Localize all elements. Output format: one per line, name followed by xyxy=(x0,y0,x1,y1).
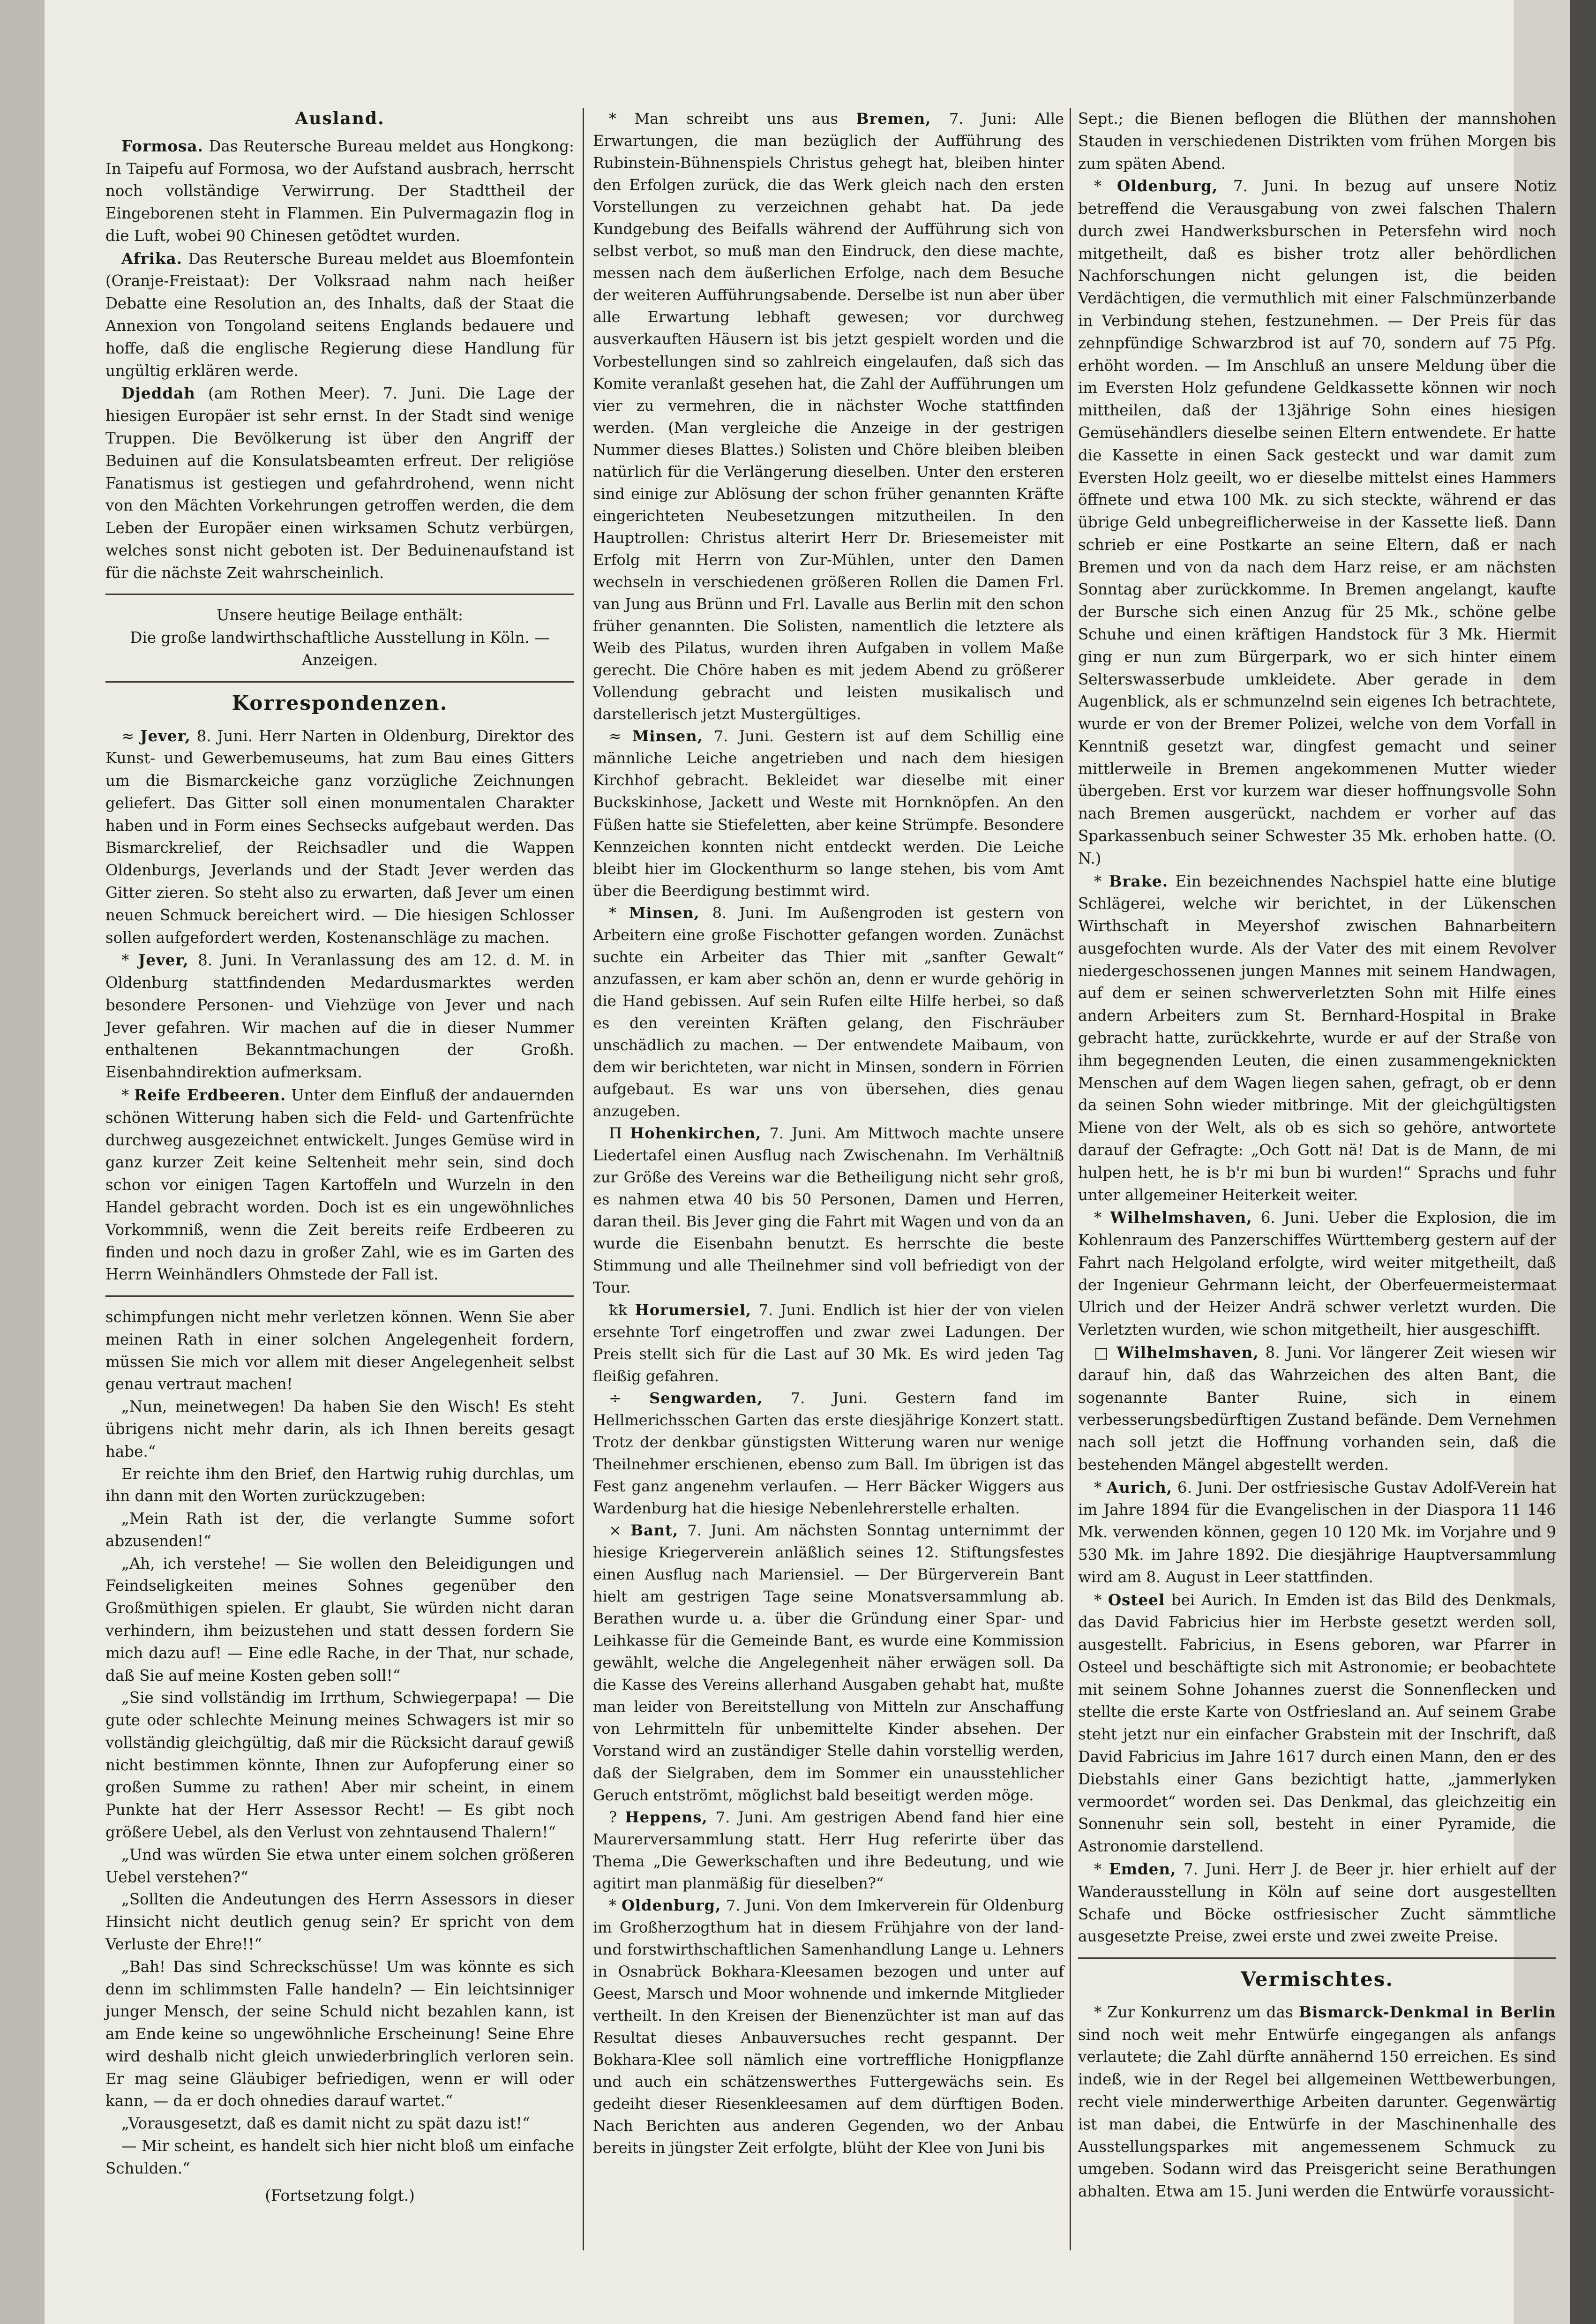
column-3 xyxy=(1078,108,1556,2203)
article-heppens: ? Heppens, 7. Juni. Am gestrigen Abend fand hier eine Maurerversammlung statt. Herr Hug referirte über das Thema „Die Gewerkschaften und ihre Bedeutung, und wie agitirt man planmäßig für dieselben?“ xyxy=(593,1808,1064,1892)
article-text: 8. Juni. In Veranlassung des am 12. d. M. in Oldenburg stattfindenden Medardusmarktes werden besondere Personen- und Viehzüge von Jever und nach Jever gefahren. Wir machen auf die in dieser Nummer enthaltenen Bekanntmachungen der Großh. Eisenbahndirektion aufmerksam. xyxy=(105,951,574,1082)
dateline: Jever, xyxy=(138,951,189,970)
column-rule-2 xyxy=(1070,108,1071,2250)
article-horumersiel: ꝁꝁ Horumersiel, 7. Juni. Endlich ist hier der von vielen ersehnte Torf eingetroffen und zwar zwei Ladungen. Der Preis stellt sich für die Last auf 30 Mk. Es wird jeden Tag fleißig gefahren. xyxy=(593,1301,1064,1385)
article-text: 8. Juni. Herr Narten in Oldenburg, Direktor des Kunst- und Gewerbemuseums, hat zum Bau eines Gitters um die Bismarckeiche ganz vorzügliche Zeichnungen geliefert. Das Gitter soll einen monumentalen Charakter haben und in Form eines Sechsecks aufgebaut werden. Das Bismarckrelief, der Reichsadler und die Wappen Oldenburgs, Jeverlands und der Stadt Jever werden das Gitter zieren. So steht also zu erwarten, daß Jever um einen neuen Schmuck bereichert wird. — Die hiesigen Schlosser sollen aufgefordert werden, Kostenanschläge zu machen. xyxy=(105,727,574,947)
dateline: Horumersiel, xyxy=(635,1301,752,1319)
article-bremen xyxy=(593,108,1064,725)
feuilleton-paragraph: „Ah, ich verstehe! — Sie wollen den Beleidigungen und Feindseligkeiten meines Sohnes gegenüber den Großmüthigen spielen. Er glaubt, Sie würden nicht daran verhindern, ihm beizustehen und statt dessen fordern Sie mich dazu auf! — Eine edle Rache, in der That, nur schade, daß Sie auf meine Kosten geben soll!“ xyxy=(105,1554,574,1685)
dateline: Wilhelmshaven, xyxy=(1116,1343,1259,1361)
column-1 xyxy=(105,108,574,2207)
article-text: 7. Juni. In bezug auf unsere Notiz betreffend die Verausgabung von zwei falschen Thalern durch zwei Handwerksburschen in Petersfehn wird noch mitgetheilt, daß es bisher trotz aller behördlichen Nachforschungen nicht gelungen ist, die beiden Verdächtigen, die vermuthlich mit einer Falschmünzerbande in Verbindung stehen, festzunehmen. — Der Preis für das zehnpfündige Schwarzbrod ist auf 70, sondern auf 75 Pfg. erhöht worden. — Im Anschluß an unsere Meldung über die im Eversten Holz gefundene Geldkassette können wir noch mittheilen, daß der 13jährige Sohn eines hiesigen Gemüsehändlers dieselbe seinen Eltern entwendete. Er hatte die Kassette in einen Sack gesteckt und war damit zum Eversten Holz geeilt, wo er dieselbe mittelst eines Hammers öffnete und etwa 100 Mk. zu sich steckte, während er das übrige Geld unbegreiflicherweise in der Kassette ließ. Dann schrieb er eine Postkarte an seine Eltern, daß er nach Bremen und von da nach dem Harz reise, er am nächsten Sonntag aber zurückkomme. In Bremen angelangt, kaufte der Bursche sich einen Anzug für 25 Mk., schöne gelbe Schuhe und einen kräftigen Handstock für 3 Mk. Hiermit ging er nun zum Bürgerpark, wo er sich hinter einem Selterswasserbude umkleidete. Aber gerade in dem Augenblick, als er schmunzelnd sein eigenes Ich betrachtete, wurde er von der Bremer Polizei, welche von dem Vorfall in Kenntniß gesetzt war, dingfest gemacht und seiner mittlerweile in Bremen angekommenen Mutter wieder übergeben. Erst vor kurzem war dieser hoffnungsvolle Sohn nach Bremen ausgerückt, nachdem er vorher auf das Sparkassenbuch seiner Schwester 35 Mk. erhoben hatte. (O. N.) xyxy=(1078,177,1556,867)
article-text: 7. Juni. Am gestrigen Abend fand hier eine Maurerversammlung statt. Herr Hug referirte über das Thema „Die Gewerkschaften und ihre Bedeutung, und wie agitirt man planmäßig für dieselben?“ xyxy=(593,1808,1064,1892)
article-brake: * Brake. Ein bezeichnendes Nachspiel hatte eine blutige Schlägerei, welche wir berichtet, in der Lükenschen Wirthschaft in Meyershof zwischen Bahnarbeitern ausgefochten wurde. Als der Vater des mit einem Revolver niedergeschossenen jungen Mannes mit seinem Handwagen, auf dem er seinen schwerverletzten Sohn mit Hilfe eines andern Arbeiters zum St. Bernhard-Hospital in Brake gebracht hatte, zurückkehrte, wurde er auf der Straße von ihm begegnenden Leuten, die einen zusammengeknickten Menschen auf dem Wagen liegen sahen, gefragt, ob er denn da seinen Sohn wieder mitbringe. Mit der gleichgültigsten Miene von der Welt, als ob es sich so gehöre, antwortete darauf der Gefragte: „Och Gott nä! Dat is de Mann, de mi hulpen hett, he is b'r mi bun bi wurden!“ Sprachs und fuhr unter allgemeiner Heiterkeit weiter. xyxy=(1078,872,1556,1204)
column-2 xyxy=(593,108,1064,2159)
article-text: 7. Juni. Endlich ist hier der von vielen ersehnte Torf eingetroffen und zwar zwei Ladungen. Der Preis stellt sich für die Last auf 30 Mk. Es wird jeden Tag fleißig gefahren. xyxy=(593,1301,1064,1385)
article-text: sind noch weit mehr Entwürfe eingegangen als anfangs verlautete; die Zahl dürfte annähernd 150 erreichen. Es sind indeß, wie in der Regel bei allgemeinen Wettbewerbungen, recht viele minderwerthige Arbeiten darunter. Gegenwärtig ist man dabei, die Entwürfe in der Maschinenhalle des Ausstellungsparkes mit angemessenem Schmuck zu umgeben. Sodann wird das Preisgericht seine Berathungen abhalten. Etwa am 15. Juni werden die Entwürfe voraussicht- xyxy=(1078,2025,1556,2201)
feuilleton-paragraph: „Sie sind vollständig im Irrthum, Schwiegerpapa! — Die gute oder schlechte Meinung meines Schwagers ist mir so vollständig gleichgültig, daß mir die Rücksicht darauf gewiß nicht bestimmen könnte, Ihnen zur Aufopferung einer so großen Summe zu rathen! Aber mir scheint, in einem Punkte hat der Herr Assessor Recht! — Es gibt noch größere Uebel, als den Verlust von zehntausend Thalern!“ xyxy=(105,1689,574,1842)
feuilleton-paragraph: „Und was würden Sie etwa unter einem solchen größeren Uebel verstehen?“ xyxy=(105,1845,574,1886)
article-text: 7. Juni. Am nächsten Sonntag unternimmt der hiesige Kriegerverein anläßlich seines 12. Stiftungsfestes einen Ausflug nach Mariensiel. — Der Bürgerverein Bant hielt am gestrigen Tage seine Monatsversammlung ab. Berathen wurde u. a. über die Gründung einer Spar- und Leihkasse für die Gemeinde Bant, es wurde eine Kommission gewählt, welche die Angelegenheit näher erwägen soll. Da die Kasse des Vereins allerhand Ausgaben gehabt hat, mußte man leider von Bereitstellung von Mitteln zur Anschaffung von Lehrmitteln für unbemittelte Kinder absehen. Der Vorstand wird an zuständiger Stelle dahin vorstellig werden, daß der Sielgraben, dem im Sommer ein unausstehlicher Geruch entströmt, möglichst bald beseitigt werden möge. xyxy=(593,1521,1064,1804)
article-bant: × Bant, 7. Juni. Am nächsten Sonntag unternimmt der hiesige Kriegerverein anläßlich seines 12. Stiftungsfestes einen Ausflug nach Mariensiel. — Der Bürgerverein Bant hielt am gestrigen Tage seine Monatsversammlung ab. Berathen wurde u. a. über die Gründung einer Spar- und Leihkasse für die Gemeinde Bant, es wurde eine Kommission gewählt, welche die Angelegenheit näher erwägen soll. Da die Kasse des Vereins allerhand Ausgaben gehabt hat, mußte man leider von Bereitstellung von Mitteln zur Anschaffung von Lehrmitteln für unbemittelte Kinder absehen. Der Vorstand wird an zuständiger Stelle dahin vorstellig werden, daß der Sielgraben, dem im Sommer ein unausstehlicher Geruch entströmt, möglichst bald beseitigt werden möge. xyxy=(593,1521,1064,1804)
dateline: Reife Erdbeeren. xyxy=(134,1086,286,1105)
dateline: Bismarck-Denkmal in Berlin xyxy=(1298,2002,1556,2021)
dateline: Emden, xyxy=(1109,1859,1176,1878)
dateline: Minsen, xyxy=(629,903,700,922)
article-text: 6. Juni. Ueber die Explosion, die im Kohlenraum des Panzerschiffes Württemberg gestern auf der Fahrt nach Helgoland erfolgte, wird weiter mitgetheilt, daß der Ingenieur Gehrmann leicht, der Oberfeuermeistermaat Ulrich und der Heizer Andrä schwer verletzt wurden. Die Verletzten wurden, wie schon mitgetheilt, hier ausgeschifft. xyxy=(1078,1209,1556,1339)
vermischtes-heading: Vermischtes. xyxy=(1240,1968,1394,1991)
article-lead: * Zur Konkurrenz um das xyxy=(1094,2003,1293,2021)
article-bismarck-denkmal xyxy=(1078,2001,1556,2203)
dateline: Aurich, xyxy=(1107,1478,1173,1497)
article-djeddah xyxy=(105,382,574,584)
article-afrika xyxy=(105,248,574,383)
article-text: 7. Juni. Herr J. de Beer jr. hier erhielt auf der Wanderausstellung in Köln auf seine dort ausgestellten Schafe und Böcke ostfriesischer Zucht sämmtliche ausgesetzte Preise, zwei erste und zwei zweite Preise. xyxy=(1078,1860,1556,1946)
dateline: Formosa. xyxy=(121,136,203,155)
feuilleton-paragraph: Er reichte ihm den Brief, den Hartwig ruhig durchlas, um ihn dann mit den Worten zurückzugeben: xyxy=(105,1465,574,1505)
article-wilhelmshaven-1: * Wilhelmshaven, 6. Juni. Ueber die Explosion, die im Kohlenraum des Panzerschiffes Württemberg gestern auf der Fahrt nach Helgoland erfolgte, wird weiter mitgetheilt, daß der Ingenieur Gehrmann leicht, der Oberfeuermeistermaat Ulrich und der Heizer Andrä schwer verletzt wurden. Die Verletzten wurden, wie schon mitgetheilt, hier ausgeschifft. xyxy=(1078,1208,1556,1339)
article-text: 6. Juni. Der ostfriesische Gustav Adolf-Verein hat im Jahre 1894 für die Evangelischen in der Diaspora 11 146 Mk. verwenden können, gegen 10 120 Mk. im Vorjahre und 9 530 Mk. im Jahre 1892. Die diesjährige Hauptversammlung wird am 8. August in Leer stattfinden. xyxy=(1078,1478,1556,1586)
dateline: Oldenburg, xyxy=(622,1896,721,1914)
article-aurich: * Aurich, 6. Juni. Der ostfriesische Gustav Adolf-Verein hat im Jahre 1894 für die Evangelischen in der Diaspora 11 146 Mk. verwenden können, gegen 10 120 Mk. im Vorjahre und 9 530 Mk. im Jahre 1892. Die diesjährige Hauptversammlung wird am 8. August in Leer stattfinden. xyxy=(1078,1478,1556,1586)
article-oldenburg-2: * Oldenburg, 7. Juni. In bezug auf unsere Notiz betreffend die Verausgabung von zwei falschen Thalern durch zwei Handwerksburschen in Petersfehn wird noch mitgetheilt, daß es bisher trotz aller behördlichen Nachforschungen nicht gelungen ist, die beiden Verdächtigen, die vermuthlich mit einer Falschmünzerbande in Verbindung stehen, festzunehmen. — Der Preis für das zehnpfündige Schwarzbrod ist auf 70, sondern auf 75 Pfg. erhöht worden. — Im Anschluß an unsere Meldung über die im Eversten Holz gefundene Geldkassette können wir noch mittheilen, daß der 13jährige Sohn eines hiesigen Gemüsehändlers dieselbe seinen Eltern entwendete. Er hatte die Kassette in einen Sack gesteckt und war damit zum Eversten Holz geeilt, wo er dieselbe mittelst eines Hammers öffnete und etwa 100 Mk. zu sich steckte, während er das übrige Geld unbegreiflicherweise in der Kassette ließ. Dann schrieb er eine Postkarte an seine Eltern, daß er nach Bremen und von da nach dem Harz reise, er am nächsten Sonntag aber zurückkomme. In Bremen angelangt, kaufte der Bursche sich einen Anzug für 25 Mk., schöne gelbe Schuhe und einen kräftigen Handstock für 3 Mk. Hiermit ging er nun zum Bürgerpark, wo er sich hinter einem Selterswasserbude umkleidete. Aber gerade in dem Augenblick, als er schmunzelnd sein eigenes Ich betrachtete, wurde er von der Bremer Polizei, welche von dem Vorfall in Kenntniß gesetzt war, dingfest gemacht und seiner mittlerweile in Bremen angekommenen Mutter wieder übergeben. Erst vor kurzem war dieser hoffnungsvolle Sohn nach Bremen ausgerückt, nachdem er vorher auf das Sparkassenbuch seiner Schwester 35 Mk. erhoben hatte. (O. N.) xyxy=(1078,177,1556,867)
feuilleton-paragraph: „Vorausgesetzt, daß es damit nicht zu spät dazu ist!“ xyxy=(121,2114,530,2133)
scan-right-edge xyxy=(1570,0,1596,2324)
fortsetzung-note: (Fortsetzung folgt.) xyxy=(265,2186,415,2204)
ausland-heading: Ausland. xyxy=(295,109,385,128)
dateline: Brake. xyxy=(1109,872,1169,890)
feuilleton-paragraph: „Bah! Das sind Schreckschüsse! Um was könnte es sich denn im schlimmsten Falle handeln? — Ein leichtsinniger junger Mensch, der seine Schuld nicht bezahlen kann, ist am Ende keine so ungewöhnliche Erscheinung! Seine Ehre wird deshalb nicht gleich unwiederbringlich verloren sein. Er mag seine Gläubiger befriedigen, wenn er will oder kann, — da er doch ohnedies darauf wartet.“ xyxy=(105,1957,574,2110)
scan-left-edge xyxy=(0,0,45,2324)
korrespondenzen-heading: Korrespondenzen. xyxy=(232,691,448,714)
article-text: bei Aurich. In Emden ist das Bild des Denkmals, das David Fabricius hier im Herbste gesetzt werden soll, ausgestellt. Fabricius, in Esens geboren, war Pfarrer in Osteel und beschäftigte sich mit Astronomie; er beobachtete mit seinem Sohne Johannes zuerst die Sonnenflecken und stellte die erste Karte von Ostfriesland an. Auf seinem Grabe steht jetzt nur ein einfacher Grabstein mit der Inschrift, daß David Fabricius im Jahre 1617 durch einen Mann, den er des Diebstahls einer Gans bezichtigt hatte, „jammerlyken vermoordet“ worden sei. Das Denkmal, das gleichzeitig ein Sonnenuhr sein soll, besteht in einer Pyramide, die Astronomie darstellend. xyxy=(1078,1591,1556,1856)
feuilleton-paragraph: „Mein Rath ist der, die verlangte Summe sofort abzusenden!“ xyxy=(105,1510,574,1550)
beilage-title: Unsere heutige Beilage enthält: xyxy=(217,606,463,624)
divider xyxy=(105,594,574,595)
article-minsen-1: ≈ Minsen, 7. Juni. Gestern ist auf dem Schillig eine männliche Leiche angetrieben und nach dem hiesigen Kirchhof gebracht. Bekleidet war dieselbe mit einer Buckskinhose, Jackett und Weste mit Hornknöpfen. An den Füßen hatte sie Stiefeletten, aber keine Strümpfe. Besondere Kennzeichen konnten nicht entdeckt werden. Die Leiche bleibt hier im Glockenthurm so lange stehen, bis vom Amt über die Beerdigung bestimmt wird. xyxy=(593,727,1064,900)
article-text: Ein bezeichnendes Nachspiel hatte eine blutige Schlägerei, welche wir berichtet, in der Lükenschen Wirthschaft in Meyershof zwischen Bahnarbeitern ausgefochten wurde. Als der Vater des mit einem Revolver niedergeschossenen jungen Mannes mit seinem Handwagen, auf dem er seinen schwerverletzten Sohn mit Hilfe eines andern Arbeiters zum St. Bernhard-Hospital in Brake gebracht hatte, zurückkehrte, wurde er auf der Straße von ihm begegnenden Leuten, die einen zusammengeknickten Menschen auf dem Wagen liegen sahen, gefragt, ob er denn da seinen Sohn wieder mitbringe. Mit der gleichgültigsten Miene von der Welt, als ob es sich so gehöre, antwortete darauf der Gefragte: „Och Gott nä! Dat is de Mann, de mi hulpen hett, he is b'r mi bun bi wurden!“ Sprachs und fuhr unter allgemeiner Heiterkeit weiter. xyxy=(1078,872,1556,1204)
dateline: Djeddah xyxy=(121,384,195,403)
article-text: Das Reutersche Bureau meldet aus Bloemfontein (Oranje-Freistaat): Der Volksraad nahm nach heißer Debatte eine Resolution an, des Inhalts, daß der Staat die Annexion von Tongoland seitens Englands bedauere und hoffe, daß die englische Regierung diese Handlung für ungültig erklären werde. xyxy=(105,249,574,380)
dateline: Oldenburg, xyxy=(1116,177,1218,196)
beilage-text: Die große landwirthschaftliche Ausstellung in Köln. — Anzeigen. xyxy=(130,629,550,669)
dateline: Wilhelmshaven, xyxy=(1110,1208,1252,1227)
article-formosa xyxy=(105,135,574,248)
article-sengwarden: ÷ Sengwarden, 7. Juni. Gestern fand im Hellmerichsschen Garten das erste diesjährige Konzert statt. Trotz der denkbar günstigsten Witterung waren nur wenige Theilnehmer erschienen, ebenso zum Ball. Im übrigen ist das Fest ganz angenehm verlaufen. — Herr Bäcker Wiggers aus Wardenburg hat die hiesige Nebenlehrerstelle erhalten. xyxy=(593,1389,1064,1517)
dateline: Jever, xyxy=(140,726,191,745)
feuilleton-paragraph: schimpfungen nicht mehr verletzen können. Wenn Sie aber meinen Rath in einer solchen Angelegenheit fordern, müssen Sie mich vor allem mit dieser Angelegenheit selbst genau vertraut machen! xyxy=(105,1308,574,1393)
dateline: Osteel xyxy=(1108,1590,1165,1609)
article-wilhelmshaven-2: □ Wilhelmshaven, 8. Juni. Vor längerer Zeit wiesen wir darauf hin, daß das Wahrzeichen des alten Bant, die sogenannte Banter Ruine, sich in einem verbesserungsbedürftigen Zustand befände. Dem Vernehmen nach soll jetzt die Hoffnung vorhanden sein, daß die bestehenden Mängel abgestellt werden. xyxy=(1078,1343,1556,1474)
article-text: 8. Juni. Vor längerer Zeit wiesen wir darauf hin, daß das Wahrzeichen des alten Bant, die sogenannte Banter Ruine, sich in einem verbesserungsbedürftigen Zustand befände. Dem Vernehmen nach soll jetzt die Hoffnung vorhanden sein, daß die bestehenden Mängel abgestellt werden. xyxy=(1078,1343,1556,1474)
article-text: 7. Juni. Am Mittwoch machte unsere Liedertafel einen Ausflug nach Zwischenahn. Im Verhältniß zur Größe des Vereins war die Betheiligung nicht sehr groß, es nahmen etwa 40 bis 50 Personen, Damen und Herren, daran theil. Bis Jever ging die Fahrt mit Wagen und von da an wurde die Eisenbahn benutzt. Es herrschte die beste Stimmung und alle Theilnehmer sind voll befriedigt von der Tour. xyxy=(593,1124,1064,1297)
article-hohenkirchen: Π Hohenkirchen, 7. Juni. Am Mittwoch machte unsere Liedertafel einen Ausflug nach Zwischenahn. Im Verhältniß zur Größe des Vereins war die Betheiligung nicht sehr groß, es nahmen etwa 40 bis 50 Personen, Damen und Herren, daran theil. Bis Jever ging die Fahrt mit Wagen und von da an wurde die Eisenbahn benutzt. Es herrschte die beste Stimmung und alle Theilnehmer sind voll befriedigt von der Tour. xyxy=(593,1124,1064,1297)
article-text: Unter dem Einfluß der andauernden schönen Witterung haben sich die Feld- und Gartenfrüchte durchweg ausgezeichnet entwickelt. Junges Gemüse wird in ganz kurzer Zeit keine Seltenheit mehr sein, sind doch schon vor einigen Tagen Kartoffeln und Wurzeln in den Handel gebracht worden. Doch ist es ein ungewöhnliches Vorkommniß, wenn die Zeit bereits reife Erdbeeren zu finden und noch dazu in großer Zahl, wie es im Garten des Herrn Weinhändlers Ohmstede der Fall ist. xyxy=(105,1086,574,1284)
dateline: Afrika. xyxy=(121,249,182,268)
feuilleton-divider xyxy=(105,1295,574,1297)
article-text: 7. Juni. Gestern ist auf dem Schillig eine männliche Leiche angetrieben und nach dem hiesigen Kirchhof gebracht. Bekleidet war dieselbe mit einer Buckskinhose, Jackett und Weste mit Hornknöpfen. An den Füßen hatte sie Stiefeletten, aber keine Strümpfe. Besondere Kennzeichen konnten nicht entdeckt werden. Die Leiche bleibt hier im Glockenthurm so lange stehen, bis vom Amt über die Beerdigung bestimmt wird. xyxy=(593,727,1064,900)
article-minsen-2: * Minsen, 8. Juni. Im Außengroden ist gestern von Arbeitern eine große Fischotter gefangen worden. Zunächst suchte ein Arbeiter das Thier mit „sanfter Gewalt“ anzufassen, er kam aber schön an, denn er wurde gehörig in die Hand gebissen. Auf sein Rufen eilte Hilfe herbei, so daß es den vereinten Kräften gelang, den Fischräuber unschädlich zu machen. — Der entwendete Maibaum, von dem wir berichteten, war nicht in Minsen, sondern in Förrien aufgebaut. Es war uns von übersehen, dies genau anzugeben. xyxy=(593,903,1064,1121)
feuilleton-paragraph: „Sollten die Andeutungen des Herrn Assessors in dieser Hinsicht nicht deutlich genug sein? Er spricht von dem Verluste der Ehre!!“ xyxy=(105,1890,574,1953)
article-jever-2: * Jever, 8. Juni. In Veranlassung des am 12. d. M. in Oldenburg stattfindenden Medardusmarktes werden besondere Personen- und Viehzüge von Jever und nach Jever gefahren. Wir machen auf die in dieser Nummer enthaltenen Bekanntmachungen der Großh. Eisenbahndirektion aufmerksam. xyxy=(105,951,574,1082)
divider xyxy=(105,681,574,683)
column-rule-1 xyxy=(583,108,584,2250)
article-erdbeeren: * Reife Erdbeeren. Unter dem Einfluß der andauernden schönen Witterung haben sich die Feld- und Gartenfrüchte durchweg ausgezeichnet entwickelt. Junges Gemüse wird in ganz kurzer Zeit keine Seltenheit mehr sein, sind doch schon vor einigen Tagen Kartoffeln und Wurzeln in den Handel gebracht worden. Doch ist es ein ungewöhnliches Vorkommniß, wenn die Zeit bereits reife Erdbeeren zu finden und noch dazu in großer Zahl, wie es im Garten des Herrn Weinhändlers Ohmstede der Fall ist. xyxy=(105,1086,574,1284)
article-continuation: Sept.; die Bienen beflogen die Blüthen der mannshohen Stauden in verschiedenen Distrikten vom frühen Morgen bis zum späten Abend. xyxy=(1078,110,1556,173)
dateline: Bremen, xyxy=(856,110,931,128)
dateline: Sengwarden, xyxy=(649,1389,763,1407)
dateline: Heppens, xyxy=(625,1808,708,1826)
article-text: 7. Juni. Von dem Imkerverein für Oldenburg im Großherzogthum hat in diesem Frühjahre von der land- und forstwirthschaftlichen Samenhandlung Lange u. Lehners in Osnabrück Bokhara-Kleesamen bezogen und unter auf Geest, Marsch und Moor wohnende und imkernde Mitglieder vertheilt. In den Kreisen der Bienenzüchter ist man auf das Resultat dieses Anbauversuches recht gespannt. Der Bokhara-Klee soll nämlich eine vortreffliche Honigpflanze und auch ein schätzenswerthes Futtergewächs sein. Es gedeiht dieser Riesenkleesamen auf dem dürftigen Boden. Nach Berichten aus anderen Gegenden, wo der Anbau bereits in jüngster Zeit erfolgte, blüht der Klee von Juni bis xyxy=(593,1896,1064,2157)
article-lead: * Man schreibt uns aus xyxy=(609,110,838,128)
article-text: 7. Juni. Gestern fand im Hellmerichsschen Garten das erste diesjährige Konzert statt. Trotz der denkbar günstigsten Witterung waren nur wenige Theilnehmer erschienen, ebenso zum Ball. Im übrigen ist das Fest ganz angenehm verlaufen. — Herr Bäcker Wiggers aus Wardenburg hat die hiesige Nebenlehrerstelle erhalten. xyxy=(593,1389,1064,1517)
article-jever-1: ≈ Jever, 8. Juni. Herr Narten in Oldenburg, Direktor des Kunst- und Gewerbemuseums, hat zum Bau eines Gitters um die Bismarckeiche ganz vorzügliche Zeichnungen geliefert. Das Gitter soll einen monumentalen Charakter haben und in Form eines Sechsecks aufgebaut werden. Das Bismarckrelief, der Reichsadler und die Wappen Oldenburgs, Jeverlands und der Stadt Jever werden das Gitter zieren. So steht also zu erwarten, daß Jever um einen neuen Schmuck bereichert wird. — Die hiesigen Schlosser sollen aufgefordert werden, Kostenanschläge zu machen. xyxy=(105,726,574,947)
article-text: Das Reutersche Bureau meldet aus Hongkong: In Taipefu auf Formosa, wo der Aufstand ausbrach, herrscht noch vollständige Verwirrung. Der Stadttheil der Eingeborenen steht in Flammen. Ein Pulvermagazin flog in die Luft, wobei 90 Chinesen getödtet wurden. xyxy=(105,137,574,245)
dateline: Bant, xyxy=(630,1521,679,1539)
dateline: Minsen, xyxy=(632,727,703,745)
article-oldenburg-1: * Oldenburg, 7. Juni. Von dem Imkerverein für Oldenburg im Großherzogthum hat in diesem Frühjahre von der land- und forstwirthschaftlichen Samenhandlung Lange u. Lehners in Osnabrück Bokhara-Kleesamen bezogen und unter auf Geest, Marsch und Moor wohnende und imkernde Mitglieder vertheilt. In den Kreisen der Bienenzüchter ist man auf das Resultat dieses Anbauversuches recht gespannt. Der Bokhara-Klee soll nämlich eine vortreffliche Honigpflanze und auch ein schätzenswerthes Futtergewächs sein. Es gedeiht dieser Riesenkleesamen auf dem dürftigen Boden. Nach Berichten aus anderen Gegenden, wo der Anbau bereits in jüngster Zeit erfolgte, blüht der Klee von Juni bis xyxy=(593,1896,1064,2157)
dateline: Hohenkirchen, xyxy=(630,1124,762,1143)
article-text: (am Rothen Meer). 7. Juni. Die Lage der hiesigen Europäer ist sehr ernst. In der Stadt sind wenige Truppen. Die Bevölkerung ist über den Angriff der Beduinen auf die Konsulatsbeamten erfreut. Der religiöse Fanatismus ist gestiegen und gefahrdrohend, wenn nicht von den Mächten Vorkehrungen getroffen werden, die dem Leben der Europäer einen wirksamen Schutz verbürgen, welches sonst nicht geboten ist. Der Beduinenaufstand ist für die nächste Zeit wahrscheinlich. xyxy=(105,384,574,582)
article-emden: * Emden, 7. Juni. Herr J. de Beer jr. hier erhielt auf der Wanderausstellung in Köln auf seine dort ausgestellten Schafe und Böcke ostfriesischer Zucht sämmtliche ausgesetzte Preise, zwei erste und zwei zweite Preise. xyxy=(1078,1859,1556,1946)
article-text: 7. Juni: Alle Erwartungen, die man bezüglich der Aufführung des Rubinstein-Bühnenspiels Christus gehegt hat, bleiben hinter den Erfolgen zurück, die das Werk gleich nach den ersten Vorstellungen zu verzeichnen gehabt hat. Da jede Kundgebung des Beifalls während der Aufführung sich von selbst verbot, so muß man den Eindruck, den diese machte, messen nach dem äußerlichen Erfolge, nach dem Besuche der weiteren Aufführungsabende. Derselbe ist nun aber über alle Erwartung lebhaft gewesen; vor durchweg ausverkauften Häusern ist bis jetzt gespielt worden und die Vorbestellungen sind so zahlreich eingelaufen, daß sich das Komite veranlaßt gesehen hat, die Zahl der Aufführungen um vier zu vermehren, die in nächster Woche stattfinden werden. (Man vergleiche die Anzeige in der gestrigen Nummer dieses Blattes.) Solisten und Chöre bleiben bleiben natürlich für die Verlängerung dieselben. Unter den ersteren sind einige zur Ablösung der schon früher genannten Kräfte eingerichteten Neubesetzungen mitzutheilen. In den Hauptrollen: Christus alterirt Herr Dr. Briesemeister mit Erfolg mit Herrn von Zur-Mühlen, unter den Damen wechseln in verschiedenen größeren Rollen die Damen Frl. van Jung aus Brünn und Frl. Lavalle aus Berlin mit den schon früher genannten. Die Solisten, namentlich die letztere als Weib des Pilatus, wurden ihren Aufgaben in vollem Maße gerecht. Die Chöre haben es mit jedem Abend zu größerer Vollendung gebracht und leisten musikalisch und darstellerisch jetzt Mustergültiges. xyxy=(593,110,1064,723)
feuilleton-paragraph: — Mir scheint, es handelt sich hier nicht bloß um einfache Schulden.“ xyxy=(105,2136,574,2177)
feuilleton-paragraph: „Nun, meinetwegen! Da haben Sie den Wisch! Es steht übrigens nicht mehr darin, als ich Ihnen bereits gesagt habe.“ xyxy=(105,1398,574,1460)
article-text: 8. Juni. Im Außengroden ist gestern von Arbeitern eine große Fischotter gefangen worden. Zunächst suchte ein Arbeiter das Thier mit „sanfter Gewalt“ anzufassen, er kam aber schön an, denn er wurde gehörig in die Hand gebissen. Auf sein Rufen eilte Hilfe herbei, so daß es den vereinten Kräften gelang, den Fischräuber unschädlich zu machen. — Der entwendete Maibaum, von dem wir berichteten, war nicht in Minsen, sondern in Förrien aufgebaut. Es war uns von übersehen, dies genau anzugeben. xyxy=(593,903,1064,1121)
divider xyxy=(1078,1957,1556,1959)
article-osteel: * Osteel bei Aurich. In Emden ist das Bild des Denkmals, das David Fabricius hier im Herbste gesetzt werden soll, ausgestellt. Fabricius, in Esens geboren, war Pfarrer in Osteel und beschäftigte sich mit Astronomie; er beobachtete mit seinem Sohne Johannes zuerst die Sonnenflecken und stellte die erste Karte von Ostfriesland an. Auf seinem Grabe steht jetzt nur ein einfacher Grabstein mit der Inschrift, daß David Fabricius im Jahre 1617 durch einen Mann, den er des Diebstahls einer Gans bezichtigt hatte, „jammerlyken vermoordet“ worden sei. Das Denkmal, das gleichzeitig ein Sonnenuhr sein soll, besteht in einer Pyramide, die Astronomie darstellend. xyxy=(1078,1590,1556,1856)
